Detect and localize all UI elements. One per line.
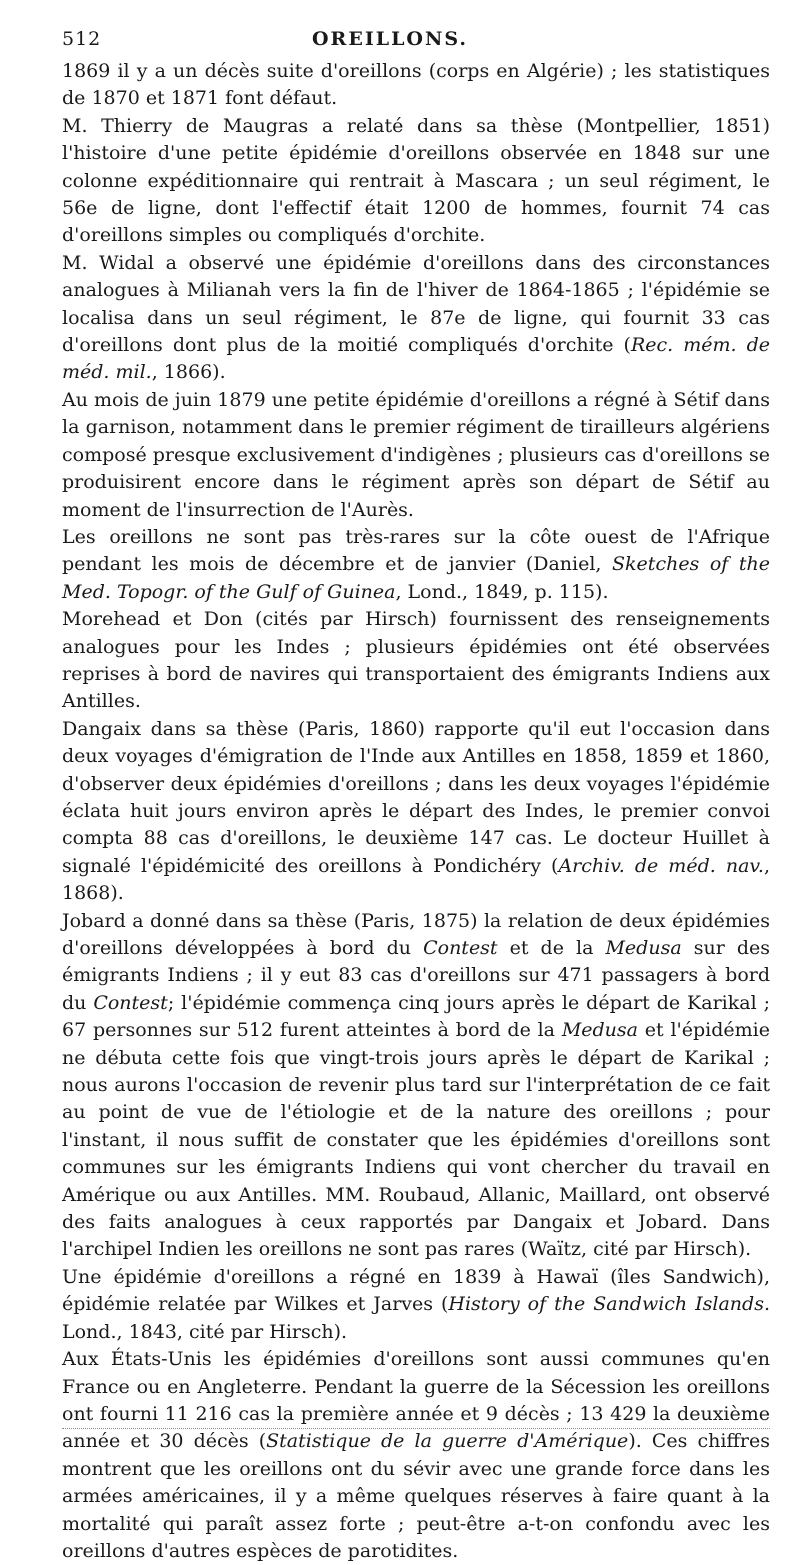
paragraph <box>62 1264 770 1346</box>
paragraph <box>62 1346 770 1565</box>
text-run: M. Thierry de Maugras a relaté dans sa thèse (Montpellier, 1851) l'histoire d'une petite épidémie d'oreillons observée en 1848 sur une colonne expéditionnaire qui rentrait à Mascara ; un seul régiment, le 56e de ligne, dont l'effectif était 1200 de hommes, fournit 74 cas d'oreillons simples ou compliqués d'orchite. <box>62 114 770 247</box>
page-number: 512 <box>62 28 102 50</box>
text-run: Morehead et Don (cités par Hirsch) fournissent des renseignements analogues pour les Indes ; plusieurs épidémies ont été observées reprises à bord de navires qui transportaient des émigrants Indiens aux Antilles. <box>62 608 770 713</box>
italic-citation: Sketches of the Med. Topogr. of the Gulf of Guinea <box>62 553 770 603</box>
text-run: . Lond., 1843, cité par Hirsch). <box>62 1293 770 1343</box>
text-run: et de la <box>497 937 606 959</box>
text-run: Aux États-Unis les épidémies d'oreillons sont aussi communes qu'en France ou en Angleterre. Pendant la guerre de la Sécession les oreillons ont fourni 11 216 cas la première année et 9 décès ; 13 429 la deuxième année et 30 décès ( <box>62 1348 770 1453</box>
paragraph <box>62 387 770 524</box>
text-run: M. Widal a observé une épidémie d'oreillons dans des circonstances analogues à Milianah vers la fin de l'hiver de 1864-1865 ; l'épidémie se localisa dans un seul régiment, le 87e de ligne, qui fournit 33 cas d'oreillons dont plus de la moitié compliqués d'orchite ( <box>62 251 770 357</box>
page-header <box>62 28 770 58</box>
italic-citation: Medusa <box>605 937 682 959</box>
text-run: Jobard a donné dans sa thèse (Paris, 1875) la relation de deux épidémies d'oreillons développées à bord du <box>62 909 770 959</box>
bottom-dotted-rule <box>62 1428 770 1429</box>
paragraph <box>62 606 770 716</box>
text-run: Au mois de juin 1879 une petite épidémie d'oreillons a régné à Sétif dans la garnison, notamment dans le premier régiment de tirailleurs algériens composé presque exclusivement d'indigènes ; plusieurs cas d'oreillons se produisirent encore dans le régiment après son départ de Sétif au moment de l'insurrection de l'Aurès. <box>62 388 770 521</box>
text-run: , 1866). <box>151 361 226 384</box>
text-run: Les oreillons ne sont pas très-rares sur la côte ouest de l'Afrique pendant les mois de décembre et de janvier (Daniel, <box>62 525 770 576</box>
paragraph <box>62 113 770 250</box>
italic-citation: Statistique de la guerre d'Amérique <box>266 1430 629 1453</box>
book-page <box>62 28 770 1565</box>
italic-citation: Medusa <box>561 1019 638 1042</box>
italic-citation: Rec. mém. de méd. mil. <box>62 334 770 384</box>
text-run: Dangaix dans sa thèse (Paris, 1860) rapporte qu'il eut l'occasion dans deux voyages d'émigration de l'Inde aux Antilles en 1858, 1859 et 1860, d'observer deux épidémies d'oreillons ; dans les deux voyages l'épidémie éclata huit jours environ après le départ des Indes, le premier convoi compta 88 cas d'oreillons, le deuxième 147 cas. Le docteur Huillet à signalé l'épidémicité des oreillons à Pondichéry ( <box>62 717 770 877</box>
text-run: sur des émigrants Indiens ; il y eut 83 cas d'oreillons sur 471 passagers à bord du <box>62 937 770 1014</box>
italic-citation: Contest <box>93 991 168 1014</box>
paragraph <box>62 250 770 387</box>
text-run: ; l'épidémie commença cinq jours après le départ de Karikal ; 67 personnes sur 512 furent atteintes à bord de la <box>62 991 770 1042</box>
text-run: 1869 il y a un décès suite d'oreillons (corps en Algérie) ; les statistiques de 1870 et 1871 font défaut. <box>62 60 770 110</box>
paragraph <box>62 716 770 908</box>
running-title: OREILLONS. <box>312 28 469 50</box>
italic-citation: Contest <box>423 937 498 959</box>
paragraph <box>62 58 770 113</box>
paragraph <box>62 908 770 1264</box>
text-run: et l'épidémie ne débuta cette fois que vingt-trois jours après le départ de Karikal ; nous aurons l'occasion de revenir plus tard sur l'interprétation de ce fait au point de vue de l'étiologie et de la nature des oreillons ; pour l'instant, il nous suffit de constater que les épidémies d'oreillons sont communes sur les émigrants Indiens qui vont chercher du travail en Amérique ou aux Antilles. MM. Roubaud, Allanic, Maillard, ont observé des faits analogues à ceux rapportés par Dangaix et Jobard. Dans l'archipel Indien les oreillons ne sont pas rares (Waïtz, cité par Hirsch). <box>62 1019 770 1261</box>
body-text <box>62 58 770 1565</box>
text-run: , 1868). <box>62 854 770 905</box>
italic-citation: Archiv. de méd. nav. <box>558 854 764 877</box>
text-run: ). Ces chiffres montrent que les oreillons ont du sévir avec une grande force dans les armées américaines, il y a même quelques réserves à faire quant à la mortalité qui paraît assez forte ; peut-être a-t-on confondu avec les oreillons d'autres espèces de parotidites. <box>62 1430 770 1562</box>
text-run: , Lond., 1849, p. 115). <box>395 580 609 603</box>
italic-citation: History of the Sandwich Islands <box>448 1293 764 1316</box>
paragraph <box>62 524 770 606</box>
text-run: Une épidémie d'oreillons a régné en 1839 à Hawaï (îles Sandwich), épidémie relatée par Wilkes et Jarves ( <box>62 1265 770 1316</box>
